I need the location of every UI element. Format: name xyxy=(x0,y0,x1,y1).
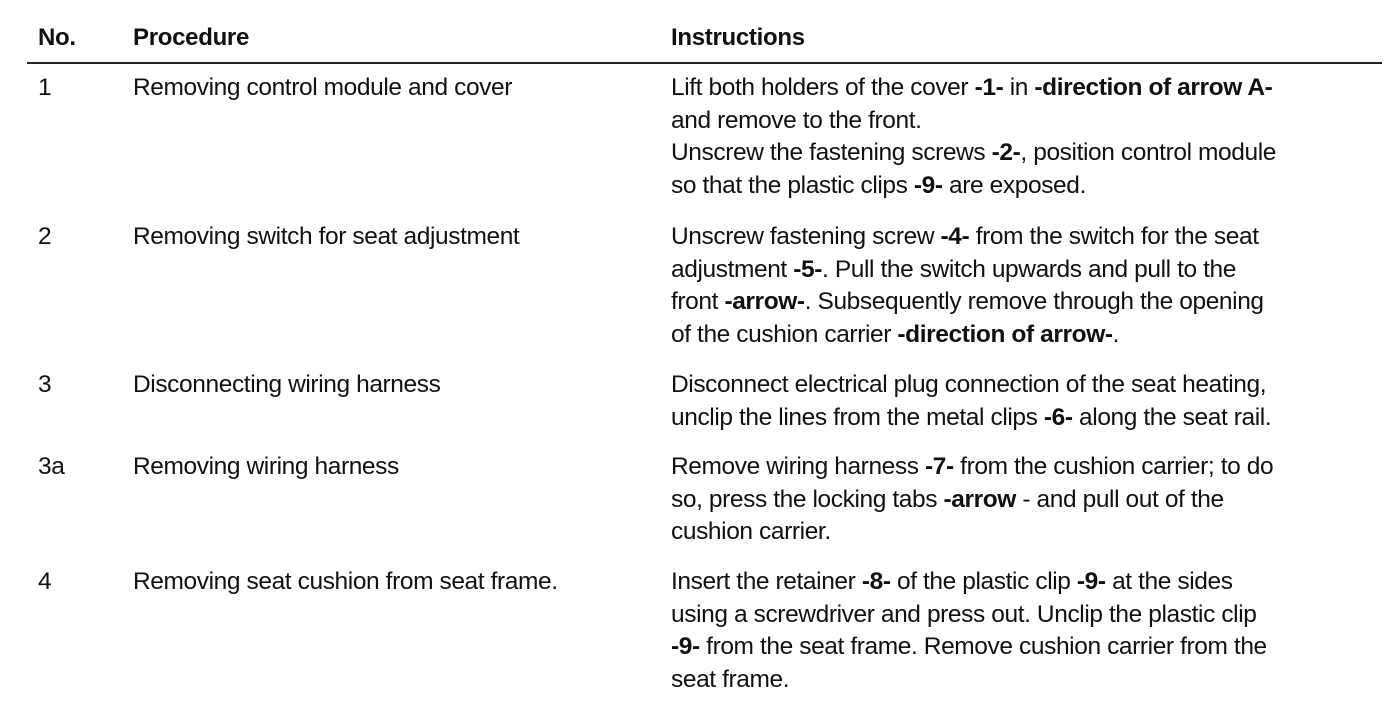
procedure-text: Removing switch for seat adjustment xyxy=(133,223,520,250)
instruction-segment: adjustment xyxy=(671,255,794,283)
instruction-segment: of the plastic clip xyxy=(890,568,1077,595)
instruction-line xyxy=(671,369,1376,402)
instructions-text xyxy=(671,72,1376,202)
row-number: 3a xyxy=(38,453,65,480)
instruction-ref: -4- xyxy=(940,223,970,250)
instruction-segment: Remove wiring harness xyxy=(671,453,926,480)
instruction-segment: in xyxy=(1003,74,1035,101)
header-no: No. xyxy=(38,24,76,51)
instruction-segment: front xyxy=(671,288,725,315)
instruction-ref: -6- xyxy=(1043,403,1073,431)
instruction-ref: -9- xyxy=(913,171,943,199)
procedure-text: Removing control module and cover xyxy=(133,74,513,101)
row-number: 3 xyxy=(38,371,52,398)
instruction-segment: . Pull the switch upwards and pull to the xyxy=(822,255,1236,283)
instruction-segment: cushion carrier. xyxy=(671,518,831,545)
instruction-segment: Disconnect electrical plug connection of the seat heating, xyxy=(671,371,1267,398)
instruction-ref: -8- xyxy=(861,568,891,595)
instruction-line xyxy=(671,221,1376,254)
instruction-segment: . Subsequently remove through the opening xyxy=(804,288,1264,315)
instruction-segment: - and pull out of the xyxy=(1015,485,1224,513)
instruction-ref: -7- xyxy=(925,453,954,480)
instruction-segment: so that the plastic clips xyxy=(671,171,914,199)
instruction-segment: Lift both holders of the cover xyxy=(671,74,975,101)
header-instructions: Instructions xyxy=(671,24,805,51)
instruction-line xyxy=(671,516,1376,549)
row-number: 1 xyxy=(38,74,52,101)
procedure-text: Removing seat cushion from seat frame. xyxy=(133,568,558,595)
instruction-ref: -1- xyxy=(974,74,1004,101)
instruction-segment: unclip the lines from the metal clips xyxy=(671,403,1044,431)
instruction-line xyxy=(671,484,1376,517)
procedure-text: Removing wiring harness xyxy=(133,453,399,480)
instruction-segment: so, press the locking tabs xyxy=(671,485,944,513)
instruction-line xyxy=(671,599,1376,632)
instruction-segment: Unscrew fastening screw xyxy=(671,223,941,250)
instruction-segment: are exposed. xyxy=(942,171,1086,199)
instruction-segment: Insert the retainer xyxy=(671,568,862,595)
instruction-line xyxy=(671,566,1376,599)
instruction-segment: along the seat rail. xyxy=(1072,403,1272,431)
instruction-line xyxy=(671,286,1376,319)
instruction-line xyxy=(671,402,1376,435)
instruction-ref: -2- xyxy=(991,139,1021,166)
instruction-ref: -direction of arrow A- xyxy=(1034,74,1273,101)
instruction-ref: -arrow- xyxy=(724,288,805,315)
instruction-line xyxy=(671,170,1376,203)
instruction-line xyxy=(671,664,1376,697)
instructions-text xyxy=(671,566,1376,696)
instruction-segment: and remove to the front. xyxy=(671,106,922,134)
instruction-segment: from the seat frame. Remove cushion carrier from the xyxy=(699,633,1267,660)
instruction-segment: from the switch for the seat xyxy=(969,223,1259,250)
instructions-text xyxy=(671,369,1376,434)
instruction-segment: . xyxy=(1112,320,1120,348)
instruction-ref: -5- xyxy=(793,255,823,283)
instruction-line xyxy=(671,254,1376,287)
instruction-segment: of the cushion carrier xyxy=(671,320,898,348)
header-divider xyxy=(27,62,1382,64)
instruction-line xyxy=(671,105,1376,138)
instructions-text xyxy=(671,221,1376,351)
instruction-ref: -9- xyxy=(671,633,700,660)
instruction-segment: at the sides xyxy=(1105,568,1233,595)
procedure-text: Disconnecting wiring harness xyxy=(133,371,441,398)
row-number: 2 xyxy=(38,223,52,250)
instruction-ref: -direction of arrow- xyxy=(897,320,1113,348)
instructions-text xyxy=(671,451,1376,549)
instruction-line xyxy=(671,319,1376,352)
instruction-ref: -9- xyxy=(1076,568,1106,595)
instruction-line xyxy=(671,631,1376,664)
instruction-ref: -arrow xyxy=(943,485,1016,513)
instruction-segment: using a screwdriver and press out. Unclip the plastic clip xyxy=(671,600,1257,628)
header-procedure: Procedure xyxy=(133,24,250,51)
row-number: 4 xyxy=(38,568,52,595)
instruction-line xyxy=(671,451,1376,484)
instruction-line xyxy=(671,72,1376,105)
instruction-segment: , position control module xyxy=(1020,139,1276,166)
instruction-line xyxy=(671,137,1376,170)
instruction-segment: Unscrew the fastening screws xyxy=(671,139,992,166)
instruction-segment: seat frame. xyxy=(671,665,790,693)
instruction-segment: from the cushion carrier; to do xyxy=(953,453,1274,480)
